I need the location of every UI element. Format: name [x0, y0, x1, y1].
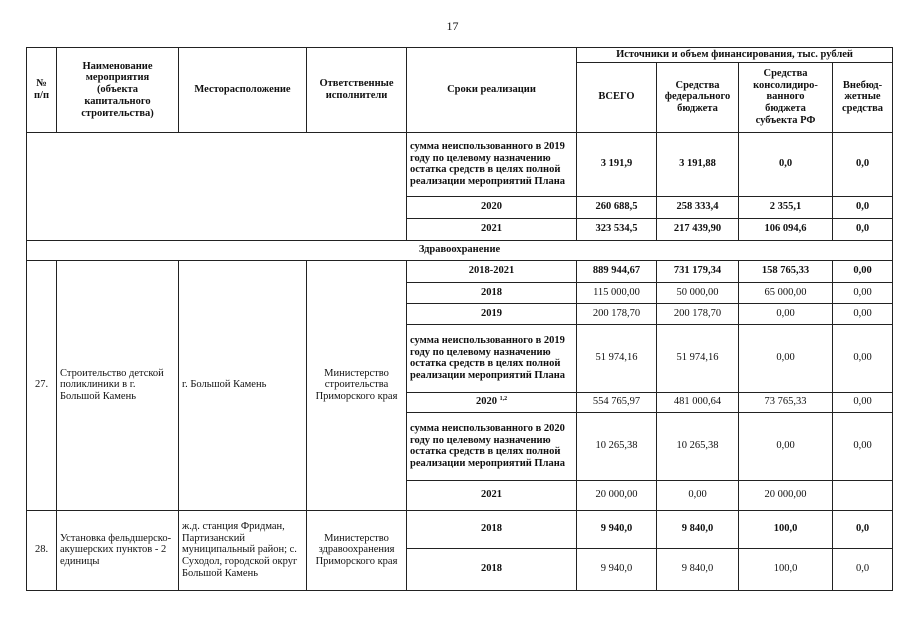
header-terms: Сроки реализации	[407, 48, 577, 133]
term-cell: 2018	[407, 548, 577, 590]
total-cell: 3 191,9	[577, 132, 657, 196]
regional-cell: 0,0	[739, 132, 833, 196]
regional-cell: 0,00	[739, 303, 833, 324]
federal-cell: 481 000,64	[657, 392, 739, 412]
total-cell: 9 940,0	[577, 548, 657, 590]
total-cell: 9 940,0	[577, 510, 657, 548]
federal-cell: 258 333,4	[657, 196, 739, 218]
term-cell: сумма неиспользованного в 2019 году по целевому назначению остатка средств в целях полной реализации мероприятий Плана	[407, 324, 577, 392]
federal-cell: 10 265,38	[657, 412, 739, 480]
item-name: Установка фельдшерско-акушерских пунктов - 2 единицы	[57, 510, 179, 590]
financing-table	[26, 47, 893, 591]
regional-cell: 100,0	[739, 548, 833, 590]
item-number: 28.	[27, 510, 57, 590]
federal-cell: 217 439,90	[657, 218, 739, 240]
total-cell: 115 000,00	[577, 282, 657, 303]
federal-cell: 51 974,16	[657, 324, 739, 392]
regional-cell: 0,00	[739, 412, 833, 480]
section-title: Здравоохранение	[27, 240, 893, 260]
item-location: ж.д. станция Фридман, Партизанский муниципальный район; с. Суходол, городской округ Большой Камень	[179, 510, 307, 590]
regional-cell: 100,0	[739, 510, 833, 548]
extra-cell: 0,0	[833, 510, 893, 548]
federal-cell: 3 191,88	[657, 132, 739, 196]
extra-cell: 0,0	[833, 218, 893, 240]
extra-cell: 0,00	[833, 282, 893, 303]
item-number: 27.	[27, 260, 57, 510]
total-cell: 260 688,5	[577, 196, 657, 218]
regional-cell: 20 000,00	[739, 480, 833, 510]
term-cell: 2018	[407, 282, 577, 303]
extra-cell: 0,00	[833, 260, 893, 282]
regional-cell: 158 765,33	[739, 260, 833, 282]
extra-cell: 0,0	[833, 132, 893, 196]
regional-cell: 65 000,00	[739, 282, 833, 303]
total-cell: 51 974,16	[577, 324, 657, 392]
header-num: № п/п	[27, 48, 57, 133]
extra-cell: 0,00	[833, 392, 893, 412]
total-cell: 323 534,5	[577, 218, 657, 240]
header-total: ВСЕГО	[577, 62, 657, 132]
header-extra: Внебюд- жетные средства	[833, 62, 893, 132]
term-cell: сумма неиспользованного в 2019 году по целевому назначению остатка средств в целях полной реализации мероприятий Плана	[407, 132, 577, 196]
total-cell: 20 000,00	[577, 480, 657, 510]
item-responsible: Министерство здравоохранения Приморского края	[307, 510, 407, 590]
term-text: 2020	[475, 396, 497, 408]
regional-cell: 106 094,6	[739, 218, 833, 240]
header-sources: Источники и объем финансирования, тыс. рублей	[577, 48, 893, 63]
extra-cell	[833, 480, 893, 510]
term-cell: 2018-2021	[407, 260, 577, 282]
federal-cell: 0,00	[657, 480, 739, 510]
empty-merged-cell	[27, 132, 407, 240]
extra-cell: 0,00	[833, 303, 893, 324]
section-row	[27, 240, 893, 260]
regional-cell: 2 355,1	[739, 196, 833, 218]
extra-cell: 0,0	[833, 548, 893, 590]
item-name: Строительство детской поликлиники в г. Большой Камень	[57, 260, 179, 510]
total-cell: 10 265,38	[577, 412, 657, 480]
header-responsible: Ответственные исполнители	[307, 48, 407, 133]
table-row	[27, 132, 893, 196]
term-cell: 2019	[407, 303, 577, 324]
header-location: Месторасположение	[179, 48, 307, 133]
federal-cell: 200 178,70	[657, 303, 739, 324]
extra-cell: 0,00	[833, 412, 893, 480]
total-cell: 200 178,70	[577, 303, 657, 324]
regional-cell: 73 765,33	[739, 392, 833, 412]
total-cell: 554 765,97	[577, 392, 657, 412]
header-name: Наименование мероприятия (объекта капитального строительства)	[57, 48, 179, 133]
table-row	[27, 510, 893, 548]
federal-cell: 731 179,34	[657, 260, 739, 282]
term-cell	[407, 392, 577, 412]
federal-cell: 9 840,0	[657, 510, 739, 548]
item-location: г. Большой Камень	[179, 260, 307, 510]
total-cell: 889 944,67	[577, 260, 657, 282]
extra-cell: 0,0	[833, 196, 893, 218]
footnote-mark: 1,2	[499, 396, 508, 403]
header-regional: Средства консолидиро- ванного бюджета субъекта РФ	[739, 62, 833, 132]
term-cell: 2021	[407, 218, 577, 240]
table-row	[27, 260, 893, 282]
federal-cell: 9 840,0	[657, 548, 739, 590]
term-cell: сумма неиспользованного в 2020 году по целевому назначению остатка средств в целях полной реализации мероприятий Плана	[407, 412, 577, 480]
federal-cell: 50 000,00	[657, 282, 739, 303]
regional-cell: 0,00	[739, 324, 833, 392]
extra-cell: 0,00	[833, 324, 893, 392]
header-federal: Средства федерального бюджета	[657, 62, 739, 132]
term-cell: 2021	[407, 480, 577, 510]
page-number: 17	[446, 19, 459, 33]
term-cell: 2020	[407, 196, 577, 218]
item-responsible: Министерство строительства Приморского края	[307, 260, 407, 510]
term-cell: 2018	[407, 510, 577, 548]
